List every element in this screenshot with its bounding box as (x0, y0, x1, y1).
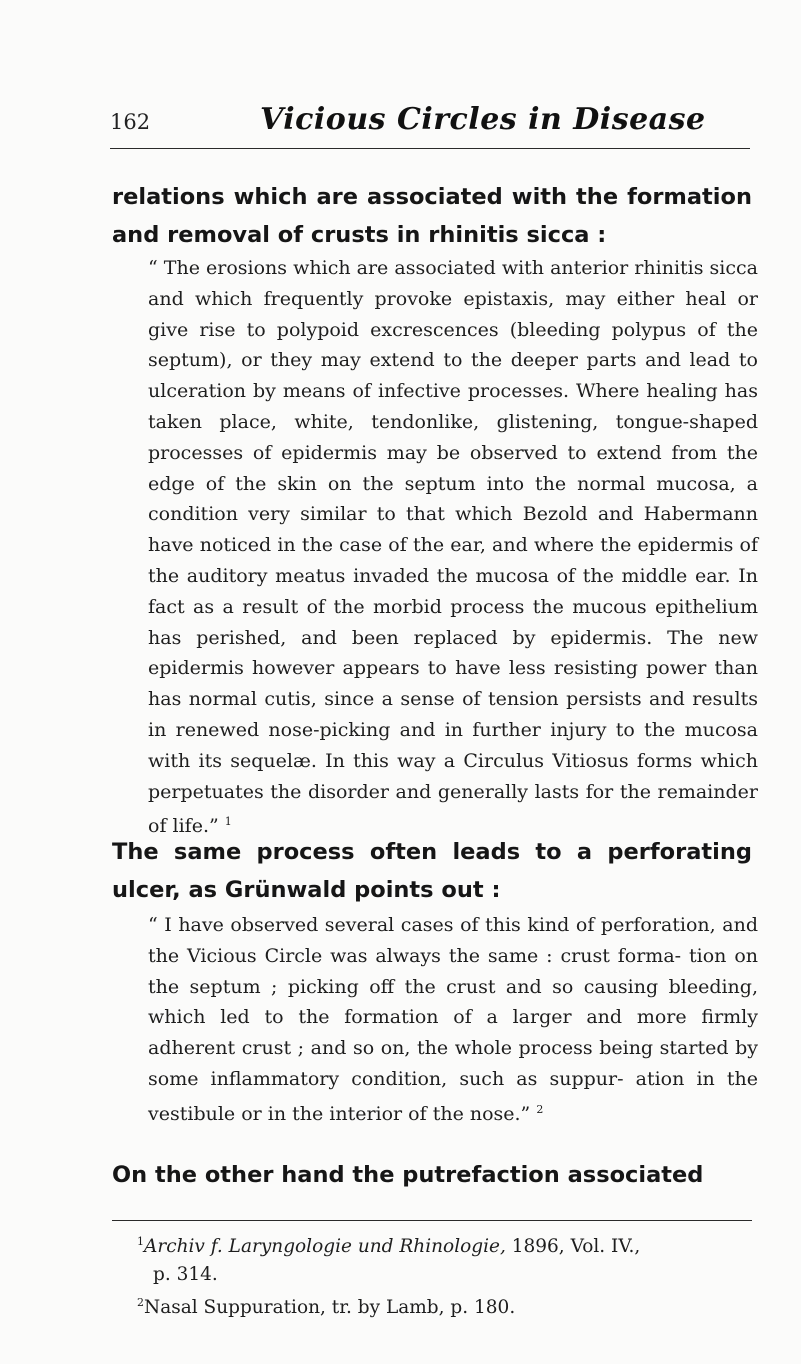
quote-2-text: “ I have observed several cases of this kind of perforation, and the Vicious Circle was always the same : crust forma- tion on the septum ; picking off the crust and so causing bleeding, which led to the formation of a larger and more firmly adherent crust ; and so on, the whole process being started by some inflammatory condition, such as suppur- ation in the vestibule or in the interior of the nose.” (148, 914, 758, 1125)
footnote-ref-1: 1 (224, 815, 232, 829)
footnote-marker-1: 1 (137, 1235, 144, 1248)
block-quote-2 (148, 910, 758, 1130)
page-number: 162 (110, 110, 151, 134)
footnote-2-text: Nasal Suppuration, tr. by Lamb, p. 180. (144, 1297, 516, 1318)
closing-paragraph: On the other hand the putrefaction associated (112, 1162, 704, 1188)
running-head (110, 100, 750, 149)
running-title: Vicious Circles in Disease (260, 102, 706, 137)
footnote-2 (137, 1289, 757, 1322)
footnote-1-title: Archiv f. Laryngologie und Rhinologie, (144, 1236, 506, 1257)
footnote-marker-2: 2 (137, 1296, 144, 1309)
block-quote-1 (148, 253, 758, 842)
footnote-1-page: p. 314. (153, 1264, 218, 1285)
footnote-ref-2: 2 (536, 1102, 544, 1116)
lead-paragraph: relations which are associated with the formation and removal of crusts in rhinitis sicca : (112, 184, 752, 248)
footnotes (137, 1228, 757, 1322)
quote-1-text: “ The erosions which are associated with anterior rhinitis sicca and which frequently provoke epistaxis, may either heal or give rise to polypoid excrescences (bleeding polypus of the septum), or they may extend to the deeper parts and lead to ulceration by means of infective processes. Where healing has taken place, white, tendonlike, glistening, tongue-shaped processes of epidermis may be observed to extend from the edge of the skin on the septum into the normal mucosa, a condition very similar to that which Bezold and Habermann have noticed in the case of the ear, and where the epidermis of the auditory meatus invaded the mucosa of the middle ear. In fact as a result of the morbid process the mucous epithelium has perished, and been replaced by epidermis. The new epidermis however appears to have less resisting power than has normal cutis, since a sense of tension persists and results in renewed nose-picking and in further injury to the mucosa with its sequelæ. In this way a Circulus Vitiosus forms which perpetuates the disorder and generally lasts for the remainder of life.” (148, 257, 758, 838)
section-paragraph: The same process often leads to a perforating ulcer, as Grünwald points out : (112, 839, 752, 903)
footnote-1-detail: 1896, Vol. IV., (505, 1236, 641, 1257)
footnote-divider (112, 1220, 752, 1221)
footnote-1 (137, 1228, 757, 1289)
